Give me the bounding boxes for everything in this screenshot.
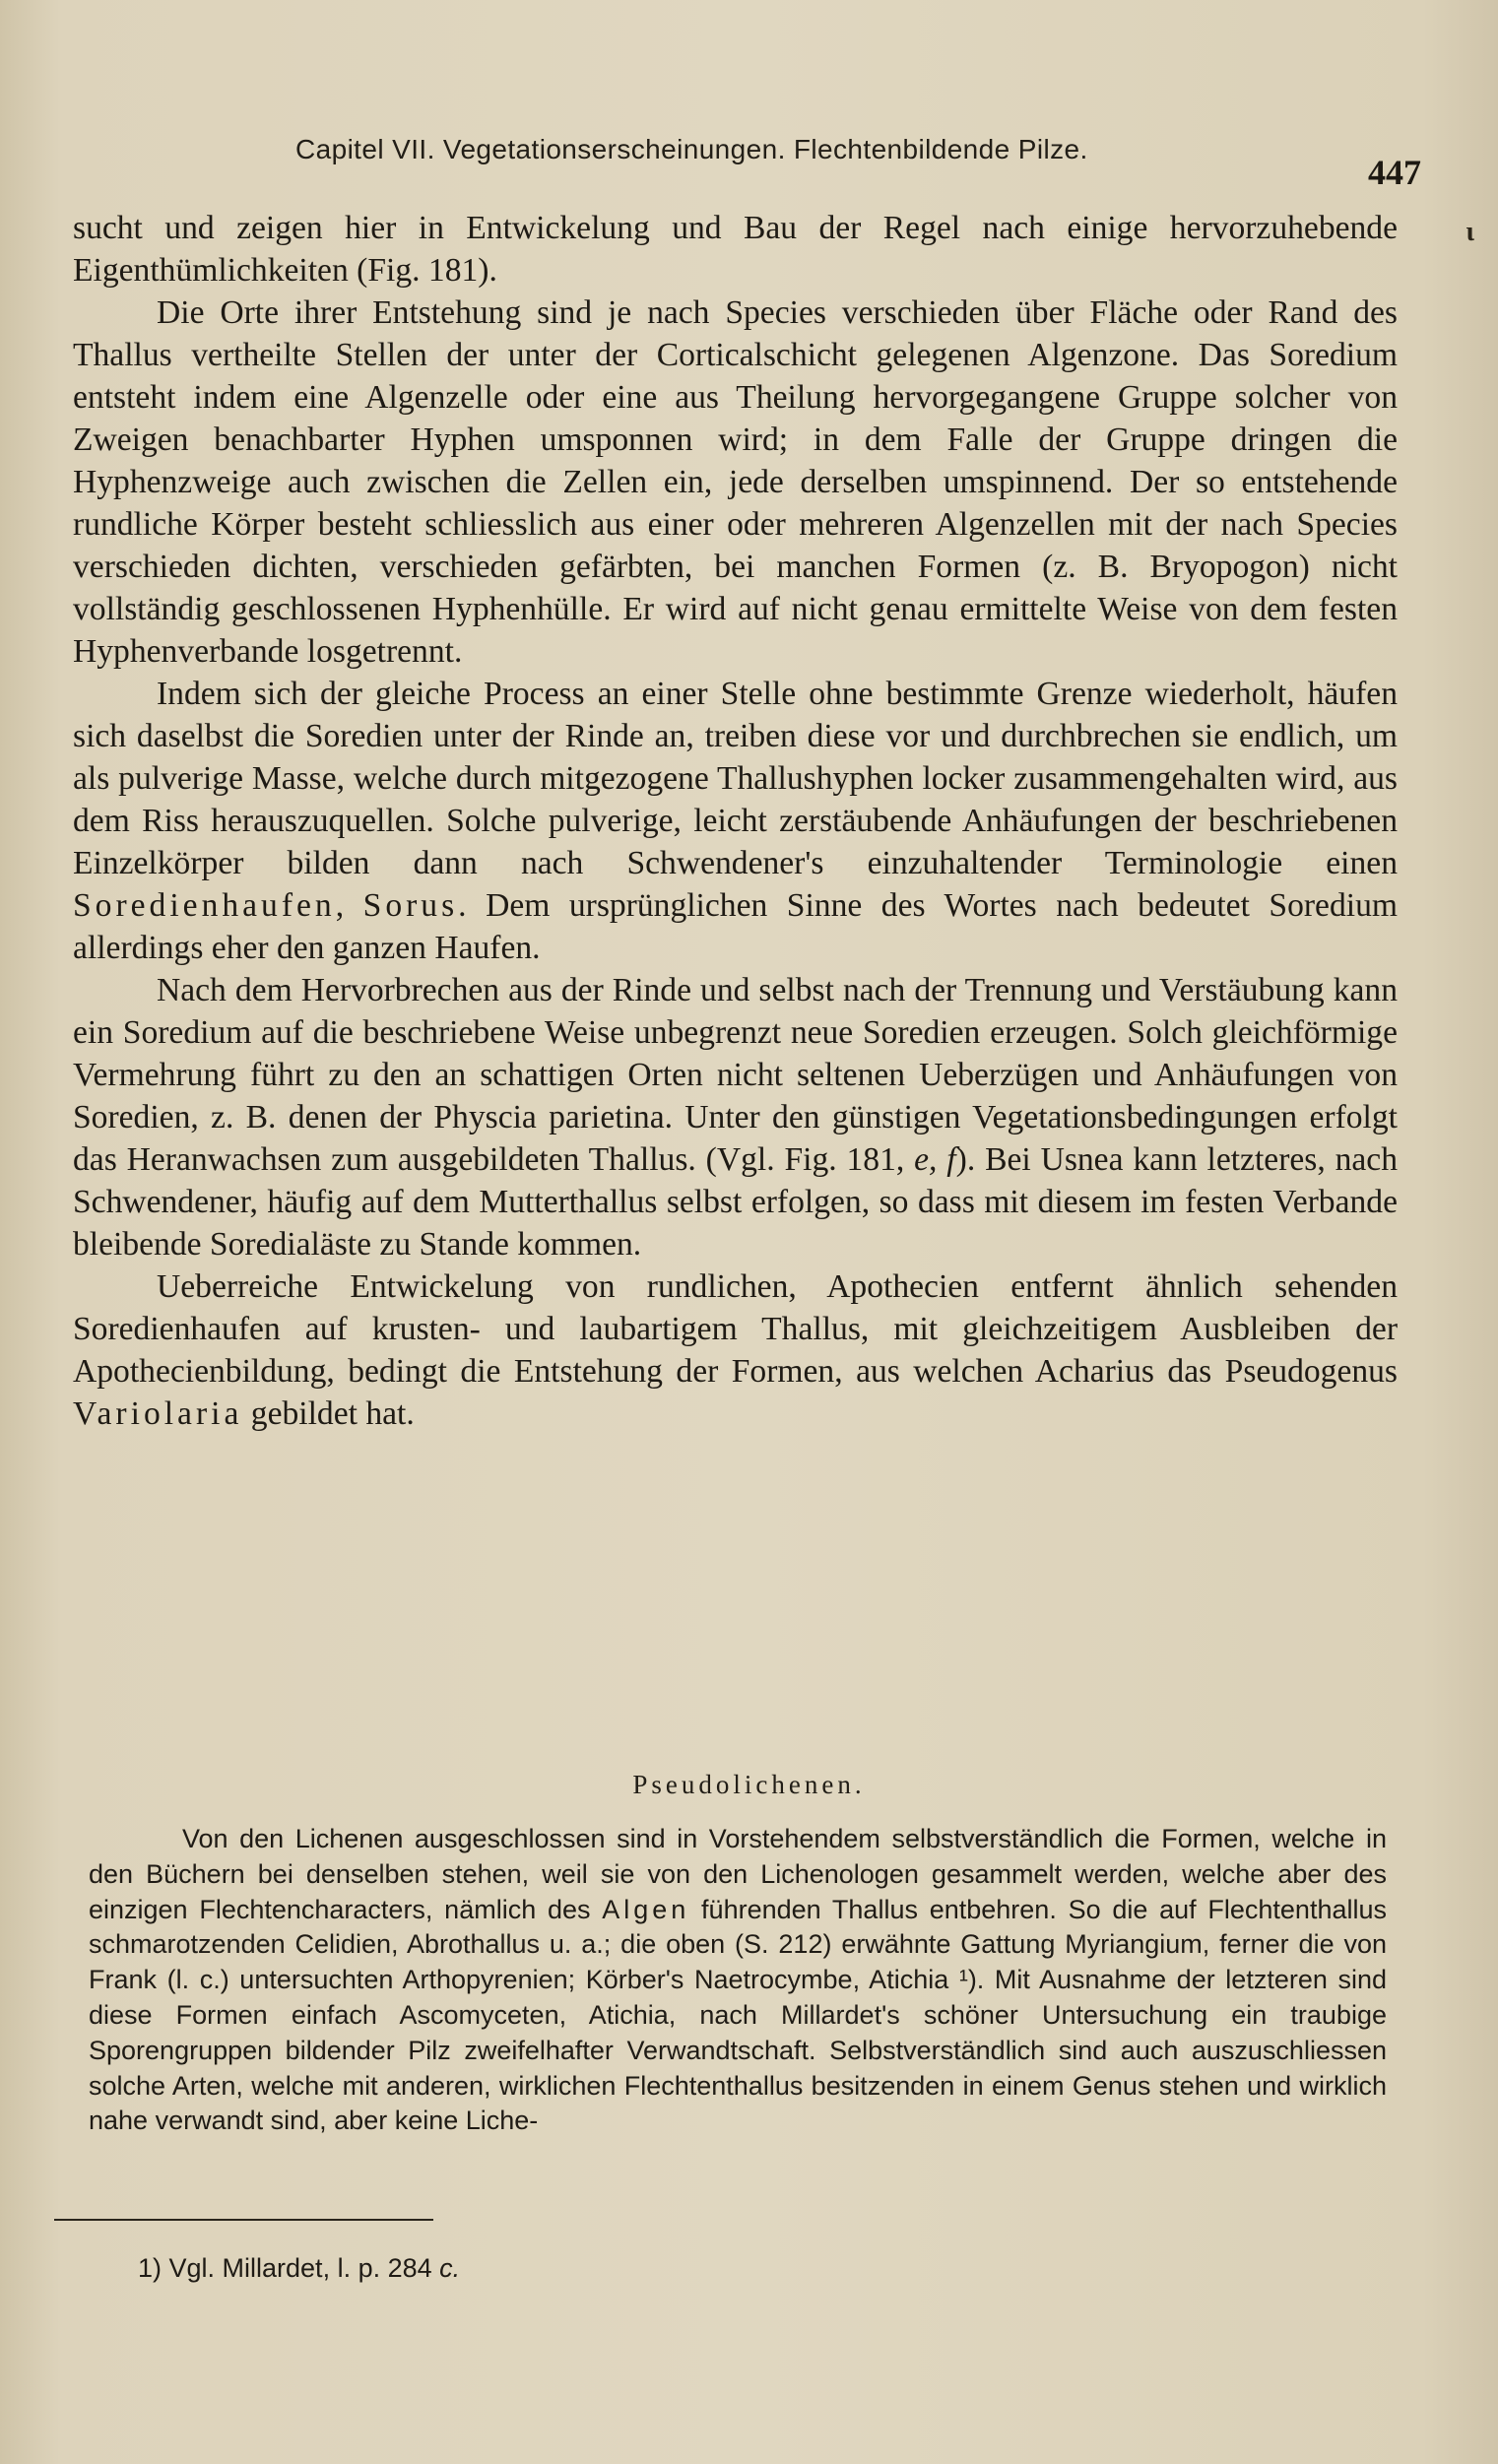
figure-reference: e, f xyxy=(914,1141,956,1178)
paragraph-4 xyxy=(73,969,1398,1265)
paragraph-3-text-b: , xyxy=(335,887,363,924)
term-variolaria: Variolaria xyxy=(73,1395,243,1432)
section-paragraph xyxy=(89,1822,1387,2139)
paragraph-3-text-c: . Dem ursprünglichen Sinne des Wortes nach bedeutet Soredium allerdings eher den ganzen Haufen. xyxy=(73,887,1398,966)
section-text-b: führenden Thallus entbehren. So die auf Flechtenthallus schmarotzenden Celidien, Abrothallus u. a.; die oben (S. 212) erwähnte Gattung Myriangium, ferner die von Frank (l. c.) untersuchten Arthopyrenien; Körber's Naetrocymbe, Atichia ¹). Mit Ausnahme der letzteren sind diese Formen einfach Ascomyceten, Atichia, nach Millardet's schöner Untersuchung ein traubige Sporengruppen bildender Pilz zweifelhafter Verwandtschaft. Selbstverständlich sind auch auszuschliessen solche Arten, welche mit anderen, wirklichen Flechtenthallus besitzenden in einem Genus stehen und wirklich nahe verwandt sind, aber keine Liche- xyxy=(89,1894,1387,2136)
paragraph-1: sucht und zeigen hier in Entwickelung und Bau der Regel nach einige hervorzuhebende Eigenthümlichkeiten (Fig. 181). xyxy=(73,210,1398,289)
paragraph-2: Die Orte ihrer Entstehung sind je nach Species verschieden über Fläche oder Rand des Thallus vertheilte Stellen der unter der Corticalschicht gelegenen Algenzone. Das Soredium entsteht indem eine Algenzelle oder eine aus Theilung hervorgegangene Gruppe solcher von Zweigen benachbarter Hyphen umsponnen wird; in dem Falle der Gruppe dringen die Hyphenzweige auch zwischen die Zellen ein, jede derselben umspinnend. Der so entstehende rundliche Körper besteht schliesslich aus einer oder mehreren Algenzellen mit der nach Species verschieden dichten, verschieden gefärbten, bei manchen Formen (z. B. Bryopogon) nicht vollständig geschlossenen Hyphenhülle. Er wird auf nicht genau ermittelte Weise von dem festen Hyphenverbande losgetrennt. xyxy=(73,294,1398,670)
paragraph-5-text-a: Ueberreiche Entwickelung von rundlichen, Apothecien entfernt ähnlich sehenden Soredienhaufen auf krusten- und laubartigem Thallus, mit gleichzeitigem Ausbleiben der Apothecienbildung, bedingt die Entstehung der Formen, aus welchen Acharius das Pseudogenus xyxy=(73,1268,1398,1390)
paragraph-5-text-b: gebildet hat. xyxy=(242,1395,415,1432)
section-body-text xyxy=(89,1822,1387,2139)
term-sorus: Sorus xyxy=(362,887,459,924)
term-algen: Algen xyxy=(602,1894,690,1924)
paragraph-3-text-a: Indem sich der gleiche Process an einer Stelle ohne bestimmte Grenze wiederholt, häufen sich daselbst die Soredien unter der Rinde an, treiben diese vor und durchbrechen sie endlich, um als pulverige Masse, welche durch mitgezogene Thallushyphen locker zusammengehalten wird, aus dem Riss herauszuquellen. Solche pulverige, leicht zerstäubende Anhäufungen der beschriebenen Einzelkörper bilden dann nach Schwendener's einzuhaltender Terminologie einen xyxy=(73,676,1398,881)
running-title: Capitel VII. Vegetationserscheinungen. Flechtenbildende Pilze. xyxy=(295,134,1088,164)
paragraph-4-text-b: ). Bei Usnea kann letzteres, nach Schwendener, häufig auf dem Mutterthallus selbst erfolgen, so dass mit diesem im festen Verbande bleibende Soredialäste zu Stande kommen. xyxy=(73,1141,1398,1263)
paragraph-4-text-a: Nach dem Hervorbrechen aus der Rinde und selbst nach der Trennung und Verstäubung kann ein Soredium auf die beschriebene Weise unbegrenzt neue Soredien erzeugen. Solch gleichförmige Vermehrung führt zu den an schattigen Orten nicht seltenen Ueberzügen und Anhäufungen von Soredien, z. B. denen der Physcia parietina. Unter den günstigen Vegetationsbedingungen erfolgt das Heranwachsen zum ausgebildeten Thallus. (Vgl. Fig. 181, xyxy=(73,972,1398,1178)
margin-mark: ɩ xyxy=(1465,217,1474,247)
footnote-divider xyxy=(54,2219,433,2221)
footnote-italic: c. xyxy=(439,2253,461,2283)
footnote xyxy=(138,2253,460,2284)
page-header xyxy=(69,126,1429,192)
footnote-text: 1) Vgl. Millardet, l. p. 284 xyxy=(138,2253,440,2283)
main-body-text xyxy=(73,207,1398,1435)
paragraph-5 xyxy=(73,1265,1398,1435)
section-heading: Pseudolichenen. xyxy=(632,1770,866,1799)
section-text-a: Von den Lichenen ausgeschlossen sind in Vorstehendem selbstverständlich die Formen, welche in den Büchern bei denselben stehen, weil sie von den Lichenologen gesammelt werden, welche aber des einzigen Flechtencharacters, nämlich des xyxy=(89,1824,1387,1924)
paragraph-3 xyxy=(73,673,1398,969)
term-soredienhaufen: Soredienhaufen xyxy=(73,887,336,924)
page-number: 447 xyxy=(1368,153,1421,192)
